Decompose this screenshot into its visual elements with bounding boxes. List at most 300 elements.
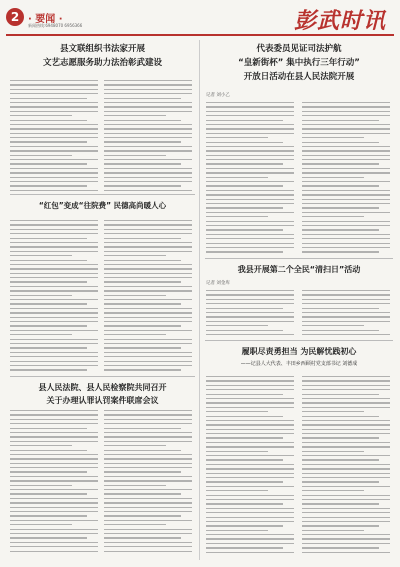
body-text-line [10,493,87,494]
body-text-line [10,361,98,362]
body-text-line [206,234,294,235]
body-text-line [10,128,98,129]
body-text-line [302,137,364,138]
body-text-line [104,493,181,494]
body-text-line [104,220,192,221]
body-text-line [302,411,364,412]
body-text-line [104,515,181,516]
body-text-line [104,330,192,331]
body-text-line [104,352,192,353]
body-text-line [206,294,294,295]
body-text-line [206,503,283,504]
article-4-body [206,290,294,338]
body-text-line [302,111,390,112]
body-text-line [104,325,181,326]
body-text-line [302,424,390,425]
column-divider [199,40,200,560]
body-text-line [206,203,294,204]
body-text-line [206,437,283,438]
editor-line: 新闻热线:6948070 6956366 [28,23,83,28]
body-text-line [104,181,192,182]
body-text-line [104,347,181,348]
body-text-line [104,141,181,142]
body-text-line [206,490,268,491]
body-text-line [104,111,192,112]
body-text-line [104,98,181,99]
body-text-line [206,111,294,112]
body-text-line [10,436,98,437]
body-text-line [206,543,294,544]
body-text-line [104,441,192,442]
body-text-line [302,251,379,252]
body-text-line [10,467,98,468]
body-text-line [302,394,379,395]
article-2-body-col2 [302,102,390,256]
body-text-line [104,502,192,503]
body-text-line [206,216,268,217]
body-text-line [104,260,181,261]
body-text-line [10,365,98,366]
body-text-line [206,163,283,164]
body-text-line [104,489,192,490]
body-text-line [206,150,294,151]
body-text-line [104,454,192,455]
body-text-line [104,312,192,313]
article-3-title: “红包”变成“往院费” 民德高尚暖人心 [38,201,167,210]
body-text-line [302,234,390,235]
body-text-line [206,190,294,191]
body-text-line [206,321,294,322]
article-6-headline [10,382,195,406]
body-text-line [104,524,166,525]
body-text-line [206,168,294,169]
body-text-line [10,339,98,340]
body-text-line [104,511,192,512]
body-text-line [302,543,390,544]
body-text-line [104,467,192,468]
body-text-line [10,445,72,446]
body-text-line [10,264,98,265]
body-text-line [206,146,294,147]
body-text-line [206,420,294,421]
body-text-line [302,416,379,417]
body-text-line [10,295,72,296]
body-text-line [302,194,390,195]
body-text-line [10,172,98,173]
body-text-line [104,339,192,340]
body-text-line [104,361,192,362]
body-text-line [10,80,98,81]
article-5-title-line1: 履职尽责勇担当 为民解忧践初心 [241,347,357,356]
body-text-line [302,142,379,143]
body-text-line [104,498,192,499]
body-text-line [10,551,98,552]
body-text-line [10,471,87,472]
body-text-line [10,537,87,538]
body-text-line [10,163,87,164]
body-text-line [104,480,192,481]
body-text-line [104,369,181,370]
body-text-line [104,115,166,116]
body-text-line [206,238,294,239]
body-text-line [206,247,294,248]
body-text-line [302,481,379,482]
body-text-line [302,380,390,381]
body-text-line [104,308,192,309]
body-text-line [302,433,390,434]
body-text-line [10,133,98,134]
body-text-line [206,446,294,447]
body-text-line [302,508,390,509]
body-text-line [104,432,192,433]
body-text-line [302,172,390,173]
body-text-line [206,120,283,121]
body-text-line [206,433,294,434]
body-text-line [104,445,166,446]
body-text-line [302,207,379,208]
body-text-line [206,303,294,304]
body-text-line [206,512,294,513]
body-text-line [206,402,294,403]
body-text-line [302,325,364,326]
body-text-line [206,102,294,103]
body-text-line [302,473,390,474]
body-text-line [104,295,166,296]
body-text-line [206,185,283,186]
body-text-line [104,419,192,420]
body-text-line [104,168,192,169]
body-text-line [10,330,98,331]
body-text-line [302,229,379,230]
body-text-line [104,507,192,508]
body-text-line [10,458,98,459]
article-6-title-line1: 县人民法院、县人民检察院共同召开 [38,383,167,392]
body-text-line [206,521,294,522]
body-text-line [302,477,390,478]
body-text-line [302,225,390,226]
header-rule [6,34,394,36]
body-text-line [206,243,294,244]
body-text-line [10,106,98,107]
body-text-line [206,172,294,173]
body-text-line [104,102,192,103]
body-text-line [10,150,98,151]
body-text-line [206,330,283,331]
body-text-line [10,159,98,160]
body-text-line [104,172,192,173]
body-text-line [104,281,181,282]
body-text-line [206,325,268,326]
body-text-line [10,546,98,547]
body-text-line [104,264,192,265]
body-text-line [10,347,87,348]
body-text-line [206,385,294,386]
body-text-line [302,221,390,222]
body-text-line [206,407,294,408]
body-text-line [302,190,390,191]
body-text-line [104,251,192,252]
body-text-line [10,141,87,142]
body-text-line [10,317,98,318]
body-text-line [206,464,294,465]
body-text-line [302,552,390,553]
body-text-line [104,137,192,138]
body-text-line [302,376,390,377]
body-text-line [302,106,390,107]
body-text-line [206,376,294,377]
body-text-line [302,150,390,151]
body-text-line [206,517,294,518]
body-text-line [104,150,192,151]
body-text-line [104,155,166,156]
body-text-line [104,303,181,304]
body-text-line [302,459,379,460]
body-text-line [206,416,283,417]
body-text-line [10,268,98,269]
body-text-line [104,177,192,178]
article-1-headline [10,42,195,68]
body-text-line [302,146,390,147]
body-text-line [302,159,390,160]
body-text-line [104,299,192,300]
body-text-line [206,316,294,317]
body-text-line [10,242,98,243]
body-text-line [10,190,98,191]
body-text-line [10,325,87,326]
body-text-line [10,181,98,182]
body-text-line [10,511,98,512]
body-text-line [206,538,294,539]
body-text-line [206,128,294,129]
body-text-line [10,454,98,455]
body-text-line [302,455,390,456]
body-text-line [104,159,192,160]
body-text-line [206,442,294,443]
body-text-line [206,308,283,309]
body-text-line [206,207,283,208]
body-text-line [10,369,87,370]
body-text-line [104,485,166,486]
body-text-line [302,530,364,531]
body-text-line [104,365,192,366]
body-text-line [10,414,98,415]
body-text-line [10,419,98,420]
body-text-line [302,385,390,386]
body-text-line [206,481,283,482]
masthead: 彭武时讯 [293,8,386,34]
article-2-body [206,102,294,256]
body-text-line [206,312,294,313]
body-text-line [302,321,390,322]
article-1-title-line1: 县文联组织书法家开展 [59,44,145,54]
body-text-line [302,534,390,535]
body-text-line [206,137,268,138]
body-text-line [10,177,98,178]
body-text-line [104,546,192,547]
body-text-line [206,424,294,425]
body-text-line [10,410,98,411]
body-text-line [206,534,294,535]
body-text-line [206,290,294,291]
body-text-line [302,490,364,491]
article-3-body-col2 [104,220,192,374]
body-text-line [104,529,192,530]
body-text-line [206,142,283,143]
body-text-line [10,489,98,490]
body-text-line [206,212,294,213]
body-text-line [302,168,390,169]
body-text-line [104,80,192,81]
body-text-line [10,299,98,300]
article-4-headline [205,264,393,275]
body-text-line [206,225,294,226]
body-text-line [206,429,294,430]
body-text-line [10,273,98,274]
body-text-line [104,458,192,459]
body-text-line [104,542,192,543]
body-text-line [10,463,98,464]
body-text-line [10,84,98,85]
body-text-line [206,495,294,496]
article-6-title-line2: 关于办理认罪认罚案件联席会议 [46,396,159,405]
body-text-line [10,542,98,543]
body-text-line [302,503,379,504]
body-text-line [206,552,294,553]
body-text-line [10,524,72,525]
body-text-line [302,512,390,513]
body-text-line [104,520,192,521]
body-text-line [302,330,379,331]
body-text-line [302,155,390,156]
article-5-body-col2 [302,376,390,556]
body-text-line [302,120,379,121]
article-6-body [10,410,98,555]
body-text-line [10,352,98,353]
body-text-line [206,525,283,526]
body-text-line [104,423,192,424]
body-text-line [10,229,98,230]
article-5-body [206,376,294,556]
body-text-line [10,502,98,503]
body-text-line [302,115,390,116]
body-text-line [104,537,181,538]
body-text-line [104,242,192,243]
body-text-line [206,477,294,478]
body-text-line [10,155,72,156]
divider [10,194,195,195]
body-text-line [206,124,294,125]
body-text-line [10,308,98,309]
body-text-line [206,199,294,200]
body-text-line [10,441,98,442]
body-text-line [206,133,294,134]
body-text-line [104,224,192,225]
section-name: · 要闻 · [28,14,63,25]
body-text-line [302,243,390,244]
body-text-line [10,115,72,116]
body-text-line [302,247,390,248]
body-text-line [302,203,390,204]
article-1-title-line2: 文艺志愿服务助力法治彰武建设 [42,58,162,68]
body-text-line [104,334,166,335]
body-text-line [206,155,294,156]
article-4-title: 我县开展第二个全民“清扫日”活动 [237,265,361,274]
body-text-line [302,308,379,309]
body-text-line [206,115,294,116]
article-5-headline [205,346,393,367]
body-text-line [10,255,72,256]
body-text-line [10,520,98,521]
body-text-line [104,128,192,129]
body-text-line [206,459,283,460]
body-text-line [206,299,294,300]
body-text-line [104,255,166,256]
body-text-line [104,246,192,247]
body-text-line [206,334,294,335]
body-text-line [206,181,294,182]
body-text-line [302,495,390,496]
body-text-line [302,316,390,317]
body-text-line [206,106,294,107]
body-text-line [302,538,390,539]
body-text-line [206,380,294,381]
body-text-line [10,423,98,424]
body-text-line [10,120,87,121]
body-text-line [10,168,98,169]
body-text-line [206,177,268,178]
article-2-title-line2: “皇新街杯” 集中执行三年行动” [238,58,360,68]
body-text-line [206,473,294,474]
body-text-line [206,251,283,252]
article-3-body [10,220,98,374]
page-number: 2 [6,8,24,26]
body-text-line [104,238,181,239]
body-text-line [206,159,294,160]
body-text-line [104,268,192,269]
body-text-line [302,163,379,164]
body-text-line [10,281,87,282]
article-5-title-line2: ——记县人大代表、丰田乡西顾村党支部书记 刘德成 [240,361,358,367]
divider [205,258,393,259]
body-text-line [104,146,192,147]
body-text-line [104,356,192,357]
article-2-headline [205,42,393,82]
body-text-line [10,321,98,322]
body-text-line [10,529,98,530]
body-text-line [10,476,98,477]
body-text-line [302,216,364,217]
body-text-line [206,398,294,399]
body-text-line [302,299,390,300]
body-text-line [206,530,268,531]
body-text-line [10,428,87,429]
body-text-line [302,547,379,548]
body-text-line [10,238,87,239]
body-text-line [10,220,98,221]
body-text-line [10,111,98,112]
body-text-line [302,464,390,465]
body-text-line [104,343,192,344]
body-text-line [10,246,98,247]
body-text-line [104,290,192,291]
body-text-line [302,294,390,295]
body-text-line [104,410,192,411]
body-text-line [206,486,294,487]
body-text-line [10,343,98,344]
article-2-title-line1: 代表委员见证司法护航 [256,44,342,54]
body-text-line [10,260,87,261]
divider [10,376,195,377]
